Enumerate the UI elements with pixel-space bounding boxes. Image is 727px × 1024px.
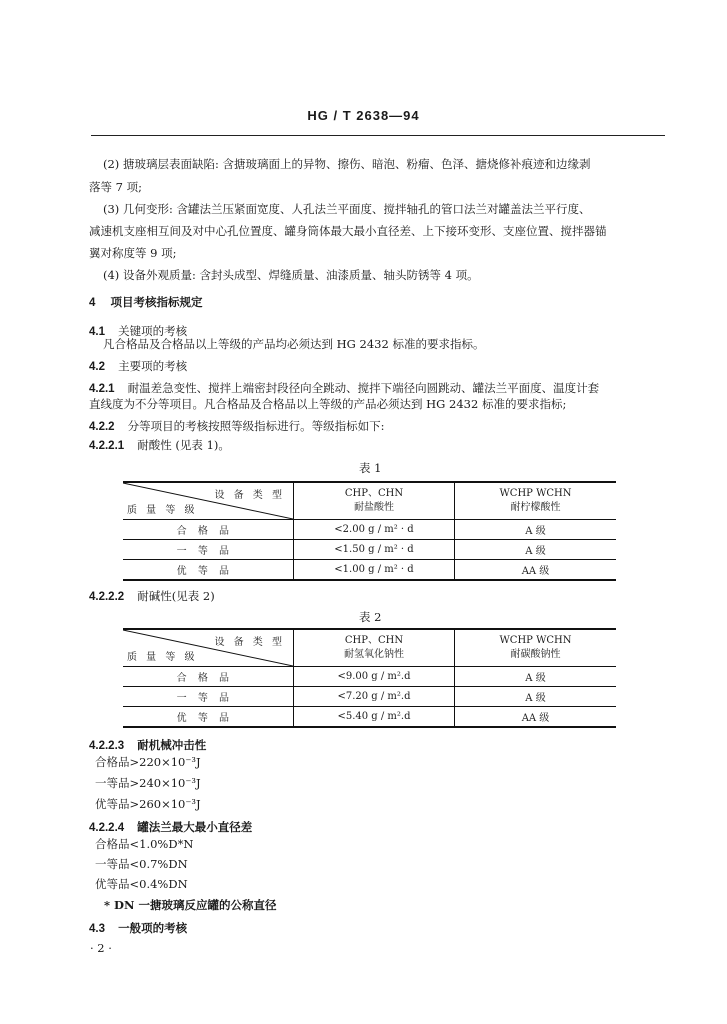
header-rule	[91, 135, 665, 136]
header-equipment-type: 设 备 类 型	[214, 490, 285, 501]
section-4-heading	[89, 291, 203, 310]
section-text: 耐碱性(见表 2)	[137, 589, 215, 603]
value-cell: A 级	[455, 667, 617, 687]
table-2-caption: 表 2	[359, 610, 382, 624]
column-header-line: CHP、CHN	[344, 635, 404, 646]
para-3-line3: 翼对称度等 9 项;	[89, 246, 177, 260]
column-header-line: CHP、CHN	[344, 488, 404, 499]
diameter-grade-item: 优等品<0.4%DN	[95, 877, 188, 891]
value-cell: AA 级	[455, 560, 617, 581]
value-cell: <7.20 g / m².d	[294, 687, 455, 707]
section-4-2-2-2	[89, 585, 215, 604]
grade-cell: 合 格 品	[123, 520, 294, 540]
header-quality-grade: 质 量 等 级	[127, 505, 198, 516]
diameter-grade-item: 一等品<0.7%DN	[95, 857, 188, 871]
section-4-1-text: 凡合格品及合格品以上等级的产品均必须达到 HG 2432 标准的要求指标。	[103, 337, 485, 351]
section-4-3-heading	[89, 917, 187, 936]
section-title: 项目考核指标规定	[110, 295, 203, 309]
table-1-caption: 表 1	[359, 461, 382, 475]
table-row	[123, 667, 616, 687]
table-1	[123, 481, 616, 581]
column-header-2	[455, 629, 617, 667]
section-number: 4.2.2.3	[89, 740, 125, 752]
impact-grade-item: 一等品>240×10⁻³J	[95, 776, 201, 790]
section-title: 关键项的考核	[118, 324, 188, 338]
section-title: 一般项的考核	[118, 921, 188, 935]
section-4-2-2-3-heading	[89, 734, 206, 753]
table-2	[123, 628, 616, 728]
value-cell: <1.00 g / m² · d	[294, 560, 455, 581]
value-cell: <5.40 g / m².d	[294, 707, 455, 728]
section-number: 4.2.2.2	[89, 591, 125, 603]
section-text: 耐酸性 (见表 1)。	[137, 438, 230, 452]
para-4: (4) 设备外观质量: 含封头成型、焊缝质量、油漆质量、轴头防锈等 4 项。	[103, 268, 479, 282]
table-row	[123, 560, 616, 581]
section-4-2-2	[89, 415, 385, 434]
table-header-diagonal-cell	[123, 482, 294, 520]
value-cell: A 级	[455, 520, 617, 540]
value-cell: A 级	[455, 540, 617, 560]
table-header-diagonal-cell	[123, 629, 294, 667]
section-number: 4.3	[89, 923, 105, 935]
value-cell: <1.50 g / m² · d	[294, 540, 455, 560]
section-text: 分等项目的考核按照等级指标进行。等级指标如下:	[127, 419, 385, 433]
value-cell: <9.00 g / m².d	[294, 667, 455, 687]
column-header-line: 耐碳酸钠性	[510, 649, 561, 660]
table-row	[123, 540, 616, 560]
para-3-line1: (3) 几何变形: 含罐法兰压紧面宽度、人孔法兰平面度、搅拌轴孔的管口法兰对罐盖法兰平行度、	[103, 202, 591, 216]
section-number: 4.2	[89, 361, 105, 373]
section-number: 4.2.2.1	[89, 440, 125, 452]
value-cell: A 级	[455, 687, 617, 707]
grade-cell: 优 等 品	[123, 560, 294, 581]
section-4-2-1-line2: 直线度为不分等项目。凡合格品及合格品以上等级的产品必须达到 HG 2432 标准的要求指标;	[89, 397, 567, 411]
section-4-2-heading	[89, 355, 187, 374]
section-number: 4.2.2	[89, 421, 115, 433]
table-row	[123, 707, 616, 728]
section-4-2-2-1	[89, 434, 230, 453]
grade-cell: 一 等 品	[123, 687, 294, 707]
diameter-footnote: * DN 一搪玻璃反应罐的公称直径	[104, 898, 277, 912]
section-title: 耐机械冲击性	[137, 738, 207, 752]
section-title: 罐法兰最大最小直径差	[137, 820, 253, 834]
grade-cell: 一 等 品	[123, 540, 294, 560]
value-cell: AA 级	[455, 707, 617, 728]
section-number: 4.2.2.4	[89, 822, 125, 834]
column-header-1	[294, 482, 455, 520]
value-cell: <2.00 g / m² · d	[294, 520, 455, 540]
para-2-line1: (2) 搪玻璃层表面缺陷: 含搪玻璃面上的异物、擦伤、暗泡、粉瘤、色泽、搪烧修补痕迹和边缘剥	[103, 157, 591, 171]
section-text-line1: 耐温差急变性、搅拌上端密封段径向全跳动、搅拌下端径向圆跳动、罐法兰平面度、温度计套	[127, 381, 600, 395]
header-quality-grade: 质 量 等 级	[127, 652, 198, 663]
column-header-line: 耐氢氧化钠性	[344, 649, 404, 660]
column-header-line: WCHP WCHN	[499, 488, 572, 499]
impact-grade-item: 优等品>260×10⁻³J	[95, 797, 201, 811]
column-header-line: 耐盐酸性	[354, 502, 394, 513]
section-number: 4.2.1	[89, 383, 115, 395]
column-header-2	[455, 482, 617, 520]
column-header-line: 耐柠檬酸性	[510, 502, 561, 513]
section-4-2-1	[89, 377, 599, 396]
section-number: 4.1	[89, 326, 105, 338]
column-header-line: WCHP WCHN	[499, 635, 572, 646]
table-row	[123, 687, 616, 707]
para-3-line2: 减速机支座相互间及对中心孔位置度、罐身筒体最大最小直径差、上下接环变形、支座位置、搅拌器锚	[89, 224, 607, 238]
section-number: 4	[89, 297, 96, 309]
para-2-line2: 落等 7 项;	[89, 180, 143, 194]
impact-grade-item: 合格品>220×10⁻³J	[95, 755, 201, 769]
section-title: 主要项的考核	[118, 359, 188, 373]
header-equipment-type: 设 备 类 型	[214, 637, 285, 648]
grade-cell: 合 格 品	[123, 667, 294, 687]
grade-cell: 优 等 品	[123, 707, 294, 728]
column-header-1	[294, 629, 455, 667]
section-4-2-2-4-heading	[89, 816, 252, 835]
table-row	[123, 520, 616, 540]
standard-code-header: HG / T 2638—94	[307, 108, 420, 123]
diameter-grade-item: 合格品<1.0%D*N	[95, 837, 194, 851]
page-number: · 2 ·	[90, 941, 112, 955]
